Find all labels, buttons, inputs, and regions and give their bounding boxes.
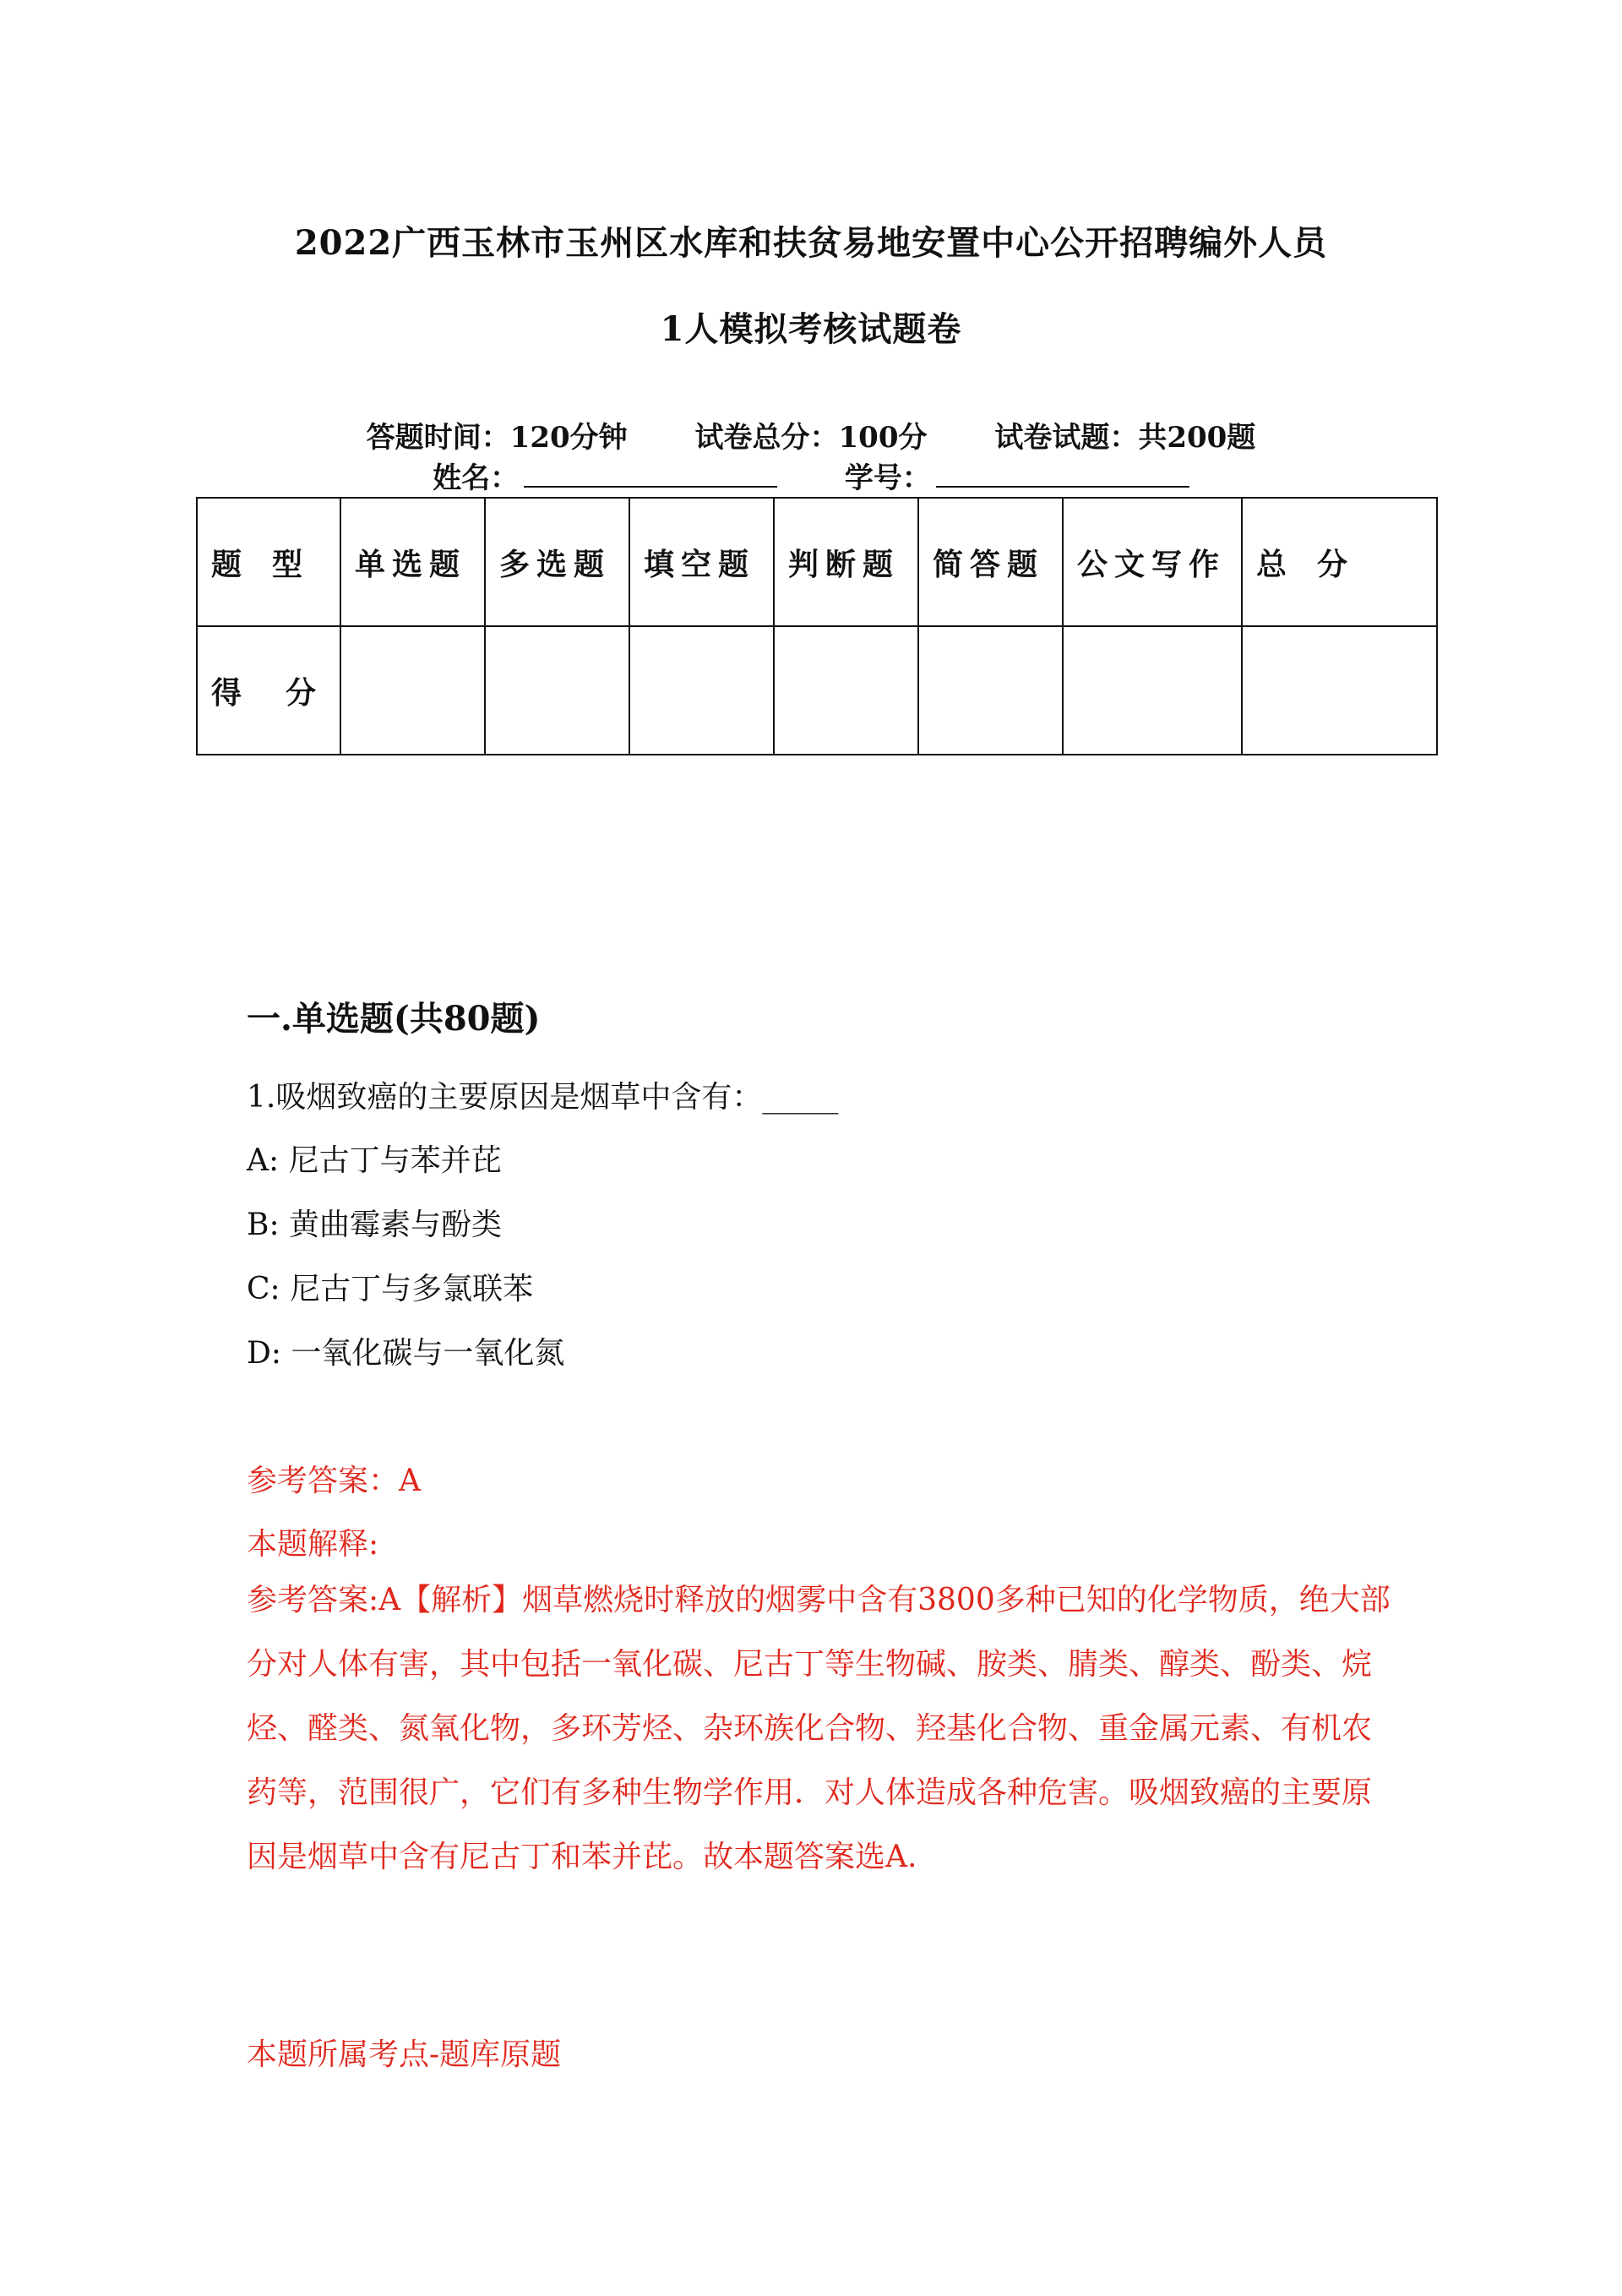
name-field[interactable] [433,461,777,495]
question-stem: 1.吸烟致癌的主要原因是烟草中含有：_____ [247,1080,839,1115]
option-b[interactable]: B: 黄曲霉素与酚类 [247,1208,503,1242]
score-cell[interactable] [774,626,918,755]
score-table-header-row [197,498,1437,626]
header-type [197,498,340,626]
exam-time: 答题时间：120分钟 [366,421,628,455]
score-cell[interactable] [340,626,485,755]
header-single-choice: 单选题 [340,498,485,626]
section-heading: 一.单选题(共80题) [247,999,541,1039]
score-table [196,497,1438,755]
student-info [0,455,1622,496]
option-a[interactable]: A: 尼古丁与苯并芘 [247,1143,502,1178]
score-table-score-row [197,626,1437,755]
name-label: 姓名： [433,461,520,495]
explanation-label: 本题解释: [247,1527,379,1562]
header-multi-choice: 多选题 [485,498,629,626]
question-source: 本题所属考点-题库原题 [247,2037,562,2072]
option-c[interactable]: C: 尼古丁与多氯联苯 [247,1272,534,1306]
explanation-text: 参考答案:A【解析】烟草燃烧时释放的烟雾中含有3800多种已知的化学物质，绝大部分对人体有害，其中包括一氧化碳、尼古丁等生物碱、胺类、腈类、醇类、酚类、烷烃、醛类、氮氧化物，多环芳烃、杂环族化合物、羟基化合物、重金属元素、有机农药等，范围很广，它们有多种生物学作用．对人体造成各种危害。吸烟致癌的主要原因是烟草中含有尼古丁和苯并芘。故本题答案选A. [247,1583,1391,1874]
option-d[interactable]: D: 一氧化碳与一氧化氮 [247,1336,565,1371]
id-blank[interactable] [936,462,1189,488]
exam-question-count: 试卷试题：共200题 [994,421,1256,455]
score-cell[interactable] [1242,626,1437,755]
exam-info [0,414,1622,455]
score-cell[interactable] [918,626,1063,755]
header-true-false: 判断题 [774,498,918,626]
exam-title-line2: 1人模拟考核试题卷 [660,309,962,349]
id-field[interactable] [845,461,1189,495]
reference-answer: 参考答案：A [247,1464,421,1498]
exam-total-score: 试卷总分：100分 [694,421,928,455]
score-cell[interactable] [1063,626,1242,755]
score-cell[interactable] [485,626,629,755]
header-short-answer: 简答题 [918,498,1063,626]
score-cell[interactable] [629,626,774,755]
id-label: 学号： [844,461,931,495]
row-label-score: 得 分 [197,626,340,755]
header-total: 总 分 [1242,498,1437,626]
exam-title-line1: 2022广西玉林市玉州区水库和扶贫易地安置中心公开招聘编外人员 [294,223,1328,263]
header-official-writing: 公文写作 [1063,498,1242,626]
name-blank[interactable] [524,462,777,488]
header-fill-blank: 填空题 [629,498,774,626]
header-type-label: 题 型 [211,546,303,582]
